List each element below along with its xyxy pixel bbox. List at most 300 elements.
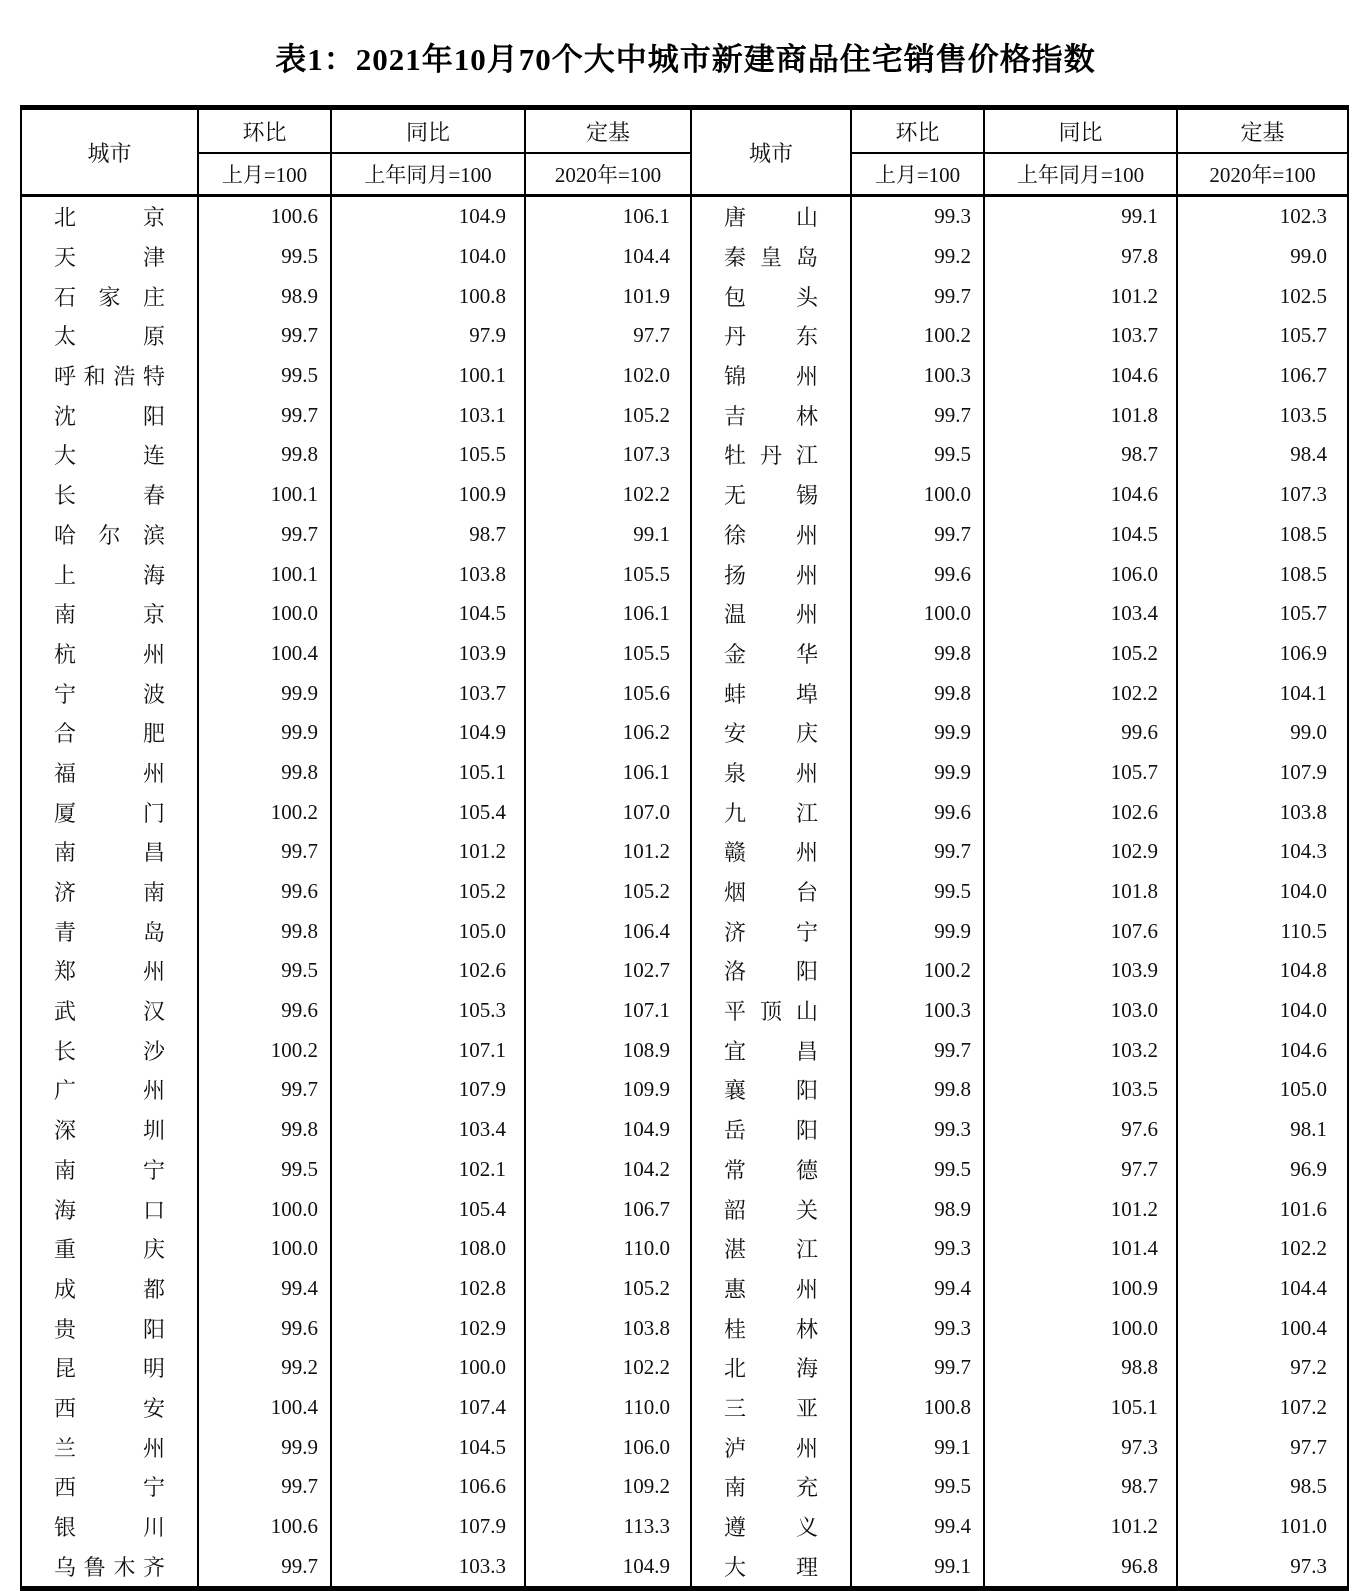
value-cell: 105.5 xyxy=(525,554,691,594)
value-cell: 107.2 xyxy=(1177,1388,1348,1428)
city-cell: 银川 xyxy=(21,1507,198,1547)
value-cell: 99.9 xyxy=(198,713,331,753)
value-cell: 104.0 xyxy=(1177,991,1348,1031)
value-cell: 100.1 xyxy=(331,356,525,396)
value-cell: 102.5 xyxy=(1177,276,1348,316)
value-cell: 99.0 xyxy=(1177,713,1348,753)
value-cell: 107.1 xyxy=(331,1030,525,1070)
value-cell: 97.3 xyxy=(984,1427,1177,1467)
value-cell: 98.9 xyxy=(851,1189,984,1229)
value-cell: 99.9 xyxy=(198,1427,331,1467)
city-cell: 北海 xyxy=(691,1348,851,1388)
value-cell: 99.7 xyxy=(198,515,331,555)
value-cell: 99.7 xyxy=(198,1546,331,1588)
city-cell: 上海 xyxy=(21,554,198,594)
value-cell: 101.2 xyxy=(984,1507,1177,1547)
city-cell: 大理 xyxy=(691,1546,851,1588)
value-cell: 100.8 xyxy=(851,1388,984,1428)
city-cell: 贵阳 xyxy=(21,1308,198,1348)
price-index-table xyxy=(20,105,1349,1591)
value-cell: 105.0 xyxy=(1177,1070,1348,1110)
table-row xyxy=(21,1467,1348,1507)
value-cell: 99.9 xyxy=(851,713,984,753)
table-row xyxy=(21,316,1348,356)
header-row-groups xyxy=(21,108,1348,154)
city-cell: 无锡 xyxy=(691,475,851,515)
value-cell: 100.0 xyxy=(331,1348,525,1388)
value-cell: 99.7 xyxy=(851,832,984,872)
value-cell: 104.8 xyxy=(1177,951,1348,991)
table-row xyxy=(21,832,1348,872)
city-cell: 金华 xyxy=(691,634,851,674)
value-cell: 98.8 xyxy=(984,1348,1177,1388)
table-row xyxy=(21,1308,1348,1348)
value-cell: 103.2 xyxy=(984,1030,1177,1070)
table-row xyxy=(21,634,1348,674)
value-cell: 105.7 xyxy=(1177,594,1348,634)
subheader-yoy-right: 上年同月=100 xyxy=(984,153,1177,196)
city-cell: 徐州 xyxy=(691,515,851,555)
city-cell: 南京 xyxy=(21,594,198,634)
value-cell: 99.3 xyxy=(851,1308,984,1348)
header-mom-left: 环比 xyxy=(198,108,331,154)
value-cell: 100.0 xyxy=(198,1229,331,1269)
table-row xyxy=(21,435,1348,475)
value-cell: 104.6 xyxy=(984,475,1177,515)
city-cell: 泸州 xyxy=(691,1427,851,1467)
value-cell: 98.7 xyxy=(984,1467,1177,1507)
value-cell: 99.8 xyxy=(851,673,984,713)
value-cell: 100.2 xyxy=(198,792,331,832)
value-cell: 97.3 xyxy=(1177,1546,1348,1588)
value-cell: 100.6 xyxy=(198,196,331,237)
value-cell: 99.5 xyxy=(198,951,331,991)
value-cell: 99.4 xyxy=(851,1269,984,1309)
table-row xyxy=(21,872,1348,912)
table-row xyxy=(21,475,1348,515)
value-cell: 105.7 xyxy=(984,753,1177,793)
value-cell: 107.9 xyxy=(331,1507,525,1547)
value-cell: 104.5 xyxy=(331,1427,525,1467)
value-cell: 102.9 xyxy=(331,1308,525,1348)
header-base-right: 定基 xyxy=(1177,108,1348,154)
value-cell: 100.9 xyxy=(984,1269,1177,1309)
value-cell: 99.5 xyxy=(198,237,331,277)
value-cell: 105.5 xyxy=(525,634,691,674)
value-cell: 100.4 xyxy=(198,634,331,674)
value-cell: 105.2 xyxy=(525,395,691,435)
city-cell: 扬州 xyxy=(691,554,851,594)
value-cell: 108.5 xyxy=(1177,515,1348,555)
value-cell: 103.8 xyxy=(331,554,525,594)
header-row-subs xyxy=(21,153,1348,196)
city-cell: 烟台 xyxy=(691,872,851,912)
value-cell: 100.1 xyxy=(198,475,331,515)
value-cell: 99.6 xyxy=(198,872,331,912)
city-cell: 吉林 xyxy=(691,395,851,435)
value-cell: 106.6 xyxy=(331,1467,525,1507)
value-cell: 102.0 xyxy=(525,356,691,396)
value-cell: 99.7 xyxy=(851,276,984,316)
city-cell: 唐山 xyxy=(691,196,851,237)
value-cell: 101.8 xyxy=(984,395,1177,435)
value-cell: 106.2 xyxy=(525,713,691,753)
value-cell: 97.9 xyxy=(331,316,525,356)
value-cell: 101.2 xyxy=(525,832,691,872)
value-cell: 101.2 xyxy=(984,276,1177,316)
value-cell: 97.2 xyxy=(1177,1348,1348,1388)
table-row xyxy=(21,911,1348,951)
city-cell: 武汉 xyxy=(21,991,198,1031)
table-row xyxy=(21,1507,1348,1547)
value-cell: 109.2 xyxy=(525,1467,691,1507)
table-row xyxy=(21,1388,1348,1428)
city-cell: 泉州 xyxy=(691,753,851,793)
table-row xyxy=(21,951,1348,991)
value-cell: 106.4 xyxy=(525,911,691,951)
subheader-base-left: 2020年=100 xyxy=(525,153,691,196)
value-cell: 99.9 xyxy=(198,673,331,713)
subheader-mom-right: 上月=100 xyxy=(851,153,984,196)
city-cell: 太原 xyxy=(21,316,198,356)
value-cell: 102.2 xyxy=(525,1348,691,1388)
city-cell: 济南 xyxy=(21,872,198,912)
value-cell: 97.8 xyxy=(984,237,1177,277)
value-cell: 102.9 xyxy=(984,832,1177,872)
table-row xyxy=(21,1269,1348,1309)
table-row xyxy=(21,1150,1348,1190)
value-cell: 102.7 xyxy=(525,951,691,991)
value-cell: 97.7 xyxy=(1177,1427,1348,1467)
city-cell: 呼和浩特 xyxy=(21,356,198,396)
city-cell: 厦门 xyxy=(21,792,198,832)
table-row xyxy=(21,1427,1348,1467)
subheader-base-right: 2020年=100 xyxy=(1177,153,1348,196)
subheader-mom-left: 上月=100 xyxy=(198,153,331,196)
city-cell: 福州 xyxy=(21,753,198,793)
city-cell: 合肥 xyxy=(21,713,198,753)
value-cell: 105.6 xyxy=(525,673,691,713)
value-cell: 99.5 xyxy=(851,1467,984,1507)
value-cell: 104.9 xyxy=(331,196,525,237)
value-cell: 103.1 xyxy=(331,395,525,435)
table-row xyxy=(21,713,1348,753)
value-cell: 108.5 xyxy=(1177,554,1348,594)
value-cell: 100.8 xyxy=(331,276,525,316)
value-cell: 108.9 xyxy=(525,1030,691,1070)
value-cell: 105.2 xyxy=(525,1269,691,1309)
value-cell: 96.8 xyxy=(984,1546,1177,1588)
city-cell: 大连 xyxy=(21,435,198,475)
value-cell: 99.7 xyxy=(851,1348,984,1388)
value-cell: 100.9 xyxy=(331,475,525,515)
value-cell: 99.9 xyxy=(851,753,984,793)
value-cell: 100.3 xyxy=(851,356,984,396)
value-cell: 101.6 xyxy=(1177,1189,1348,1229)
value-cell: 106.0 xyxy=(525,1427,691,1467)
value-cell: 101.0 xyxy=(1177,1507,1348,1547)
value-cell: 100.3 xyxy=(851,991,984,1031)
city-cell: 哈尔滨 xyxy=(21,515,198,555)
value-cell: 99.7 xyxy=(198,1070,331,1110)
value-cell: 107.0 xyxy=(525,792,691,832)
value-cell: 106.7 xyxy=(1177,356,1348,396)
value-cell: 113.3 xyxy=(525,1507,691,1547)
value-cell: 99.2 xyxy=(198,1348,331,1388)
value-cell: 99.5 xyxy=(851,435,984,475)
value-cell: 101.8 xyxy=(984,872,1177,912)
table-row xyxy=(21,554,1348,594)
city-cell: 天津 xyxy=(21,237,198,277)
value-cell: 105.5 xyxy=(331,435,525,475)
value-cell: 105.0 xyxy=(331,911,525,951)
value-cell: 99.8 xyxy=(198,435,331,475)
header-yoy-right: 同比 xyxy=(984,108,1177,154)
table-row xyxy=(21,1229,1348,1269)
city-cell: 长春 xyxy=(21,475,198,515)
value-cell: 99.1 xyxy=(984,196,1177,237)
value-cell: 99.7 xyxy=(198,832,331,872)
value-cell: 99.3 xyxy=(851,1110,984,1150)
value-cell: 99.3 xyxy=(851,1229,984,1269)
value-cell: 99.4 xyxy=(851,1507,984,1547)
city-cell: 杭州 xyxy=(21,634,198,674)
value-cell: 99.5 xyxy=(198,1150,331,1190)
value-cell: 104.5 xyxy=(984,515,1177,555)
value-cell: 101.4 xyxy=(984,1229,1177,1269)
value-cell: 104.6 xyxy=(984,356,1177,396)
value-cell: 99.6 xyxy=(198,991,331,1031)
value-cell: 107.6 xyxy=(984,911,1177,951)
table-row xyxy=(21,196,1348,237)
value-cell: 104.5 xyxy=(331,594,525,634)
value-cell: 99.2 xyxy=(851,237,984,277)
value-cell: 104.0 xyxy=(331,237,525,277)
city-cell: 安庆 xyxy=(691,713,851,753)
table-row xyxy=(21,594,1348,634)
value-cell: 106.1 xyxy=(525,753,691,793)
value-cell: 104.0 xyxy=(1177,872,1348,912)
value-cell: 101.2 xyxy=(984,1189,1177,1229)
value-cell: 99.1 xyxy=(851,1427,984,1467)
city-cell: 赣州 xyxy=(691,832,851,872)
city-cell: 牡丹江 xyxy=(691,435,851,475)
value-cell: 107.3 xyxy=(525,435,691,475)
value-cell: 104.9 xyxy=(525,1110,691,1150)
value-cell: 102.8 xyxy=(331,1269,525,1309)
value-cell: 100.2 xyxy=(851,951,984,991)
city-cell: 沈阳 xyxy=(21,395,198,435)
value-cell: 100.0 xyxy=(851,594,984,634)
value-cell: 98.1 xyxy=(1177,1110,1348,1150)
value-cell: 103.9 xyxy=(331,634,525,674)
city-cell: 韶关 xyxy=(691,1189,851,1229)
value-cell: 99.0 xyxy=(1177,237,1348,277)
value-cell: 101.9 xyxy=(525,276,691,316)
value-cell: 103.8 xyxy=(525,1308,691,1348)
value-cell: 105.7 xyxy=(1177,316,1348,356)
value-cell: 100.2 xyxy=(851,316,984,356)
value-cell: 98.4 xyxy=(1177,435,1348,475)
city-cell: 湛江 xyxy=(691,1229,851,1269)
value-cell: 99.5 xyxy=(198,356,331,396)
city-cell: 蚌埠 xyxy=(691,673,851,713)
value-cell: 99.7 xyxy=(198,395,331,435)
city-cell: 北京 xyxy=(21,196,198,237)
value-cell: 102.2 xyxy=(984,673,1177,713)
value-cell: 106.9 xyxy=(1177,634,1348,674)
value-cell: 100.4 xyxy=(198,1388,331,1428)
value-cell: 99.8 xyxy=(198,911,331,951)
value-cell: 108.0 xyxy=(331,1229,525,1269)
value-cell: 104.9 xyxy=(525,1546,691,1588)
value-cell: 104.4 xyxy=(1177,1269,1348,1309)
value-cell: 105.1 xyxy=(331,753,525,793)
city-cell: 包头 xyxy=(691,276,851,316)
value-cell: 99.7 xyxy=(851,515,984,555)
table-row xyxy=(21,991,1348,1031)
value-cell: 104.4 xyxy=(525,237,691,277)
value-cell: 98.5 xyxy=(1177,1467,1348,1507)
city-cell: 锦州 xyxy=(691,356,851,396)
value-cell: 99.6 xyxy=(984,713,1177,753)
value-cell: 106.1 xyxy=(525,594,691,634)
value-cell: 99.8 xyxy=(851,1070,984,1110)
value-cell: 100.6 xyxy=(198,1507,331,1547)
value-cell: 105.1 xyxy=(984,1388,1177,1428)
value-cell: 102.3 xyxy=(1177,196,1348,237)
table-row xyxy=(21,395,1348,435)
value-cell: 103.3 xyxy=(331,1546,525,1588)
value-cell: 100.0 xyxy=(851,475,984,515)
value-cell: 103.4 xyxy=(984,594,1177,634)
header-mom-right: 环比 xyxy=(851,108,984,154)
header-yoy-left: 同比 xyxy=(331,108,525,154)
table-row xyxy=(21,356,1348,396)
header-city-left: 城市 xyxy=(21,108,198,196)
city-cell: 长沙 xyxy=(21,1030,198,1070)
value-cell: 99.6 xyxy=(198,1308,331,1348)
table-row xyxy=(21,1030,1348,1070)
value-cell: 110.0 xyxy=(525,1229,691,1269)
value-cell: 105.2 xyxy=(525,872,691,912)
city-cell: 九江 xyxy=(691,792,851,832)
value-cell: 100.4 xyxy=(1177,1308,1348,1348)
value-cell: 99.8 xyxy=(198,1110,331,1150)
value-cell: 107.9 xyxy=(1177,753,1348,793)
value-cell: 104.9 xyxy=(331,713,525,753)
value-cell: 99.1 xyxy=(851,1546,984,1588)
value-cell: 100.2 xyxy=(198,1030,331,1070)
city-cell: 郑州 xyxy=(21,951,198,991)
value-cell: 106.1 xyxy=(525,196,691,237)
city-cell: 西宁 xyxy=(21,1467,198,1507)
city-cell: 昆明 xyxy=(21,1348,198,1388)
value-cell: 109.9 xyxy=(525,1070,691,1110)
city-cell: 石家庄 xyxy=(21,276,198,316)
city-cell: 深圳 xyxy=(21,1110,198,1150)
value-cell: 99.5 xyxy=(851,872,984,912)
city-cell: 岳阳 xyxy=(691,1110,851,1150)
value-cell: 107.9 xyxy=(331,1070,525,1110)
value-cell: 98.7 xyxy=(984,435,1177,475)
value-cell: 99.1 xyxy=(525,515,691,555)
city-cell: 宁波 xyxy=(21,673,198,713)
value-cell: 103.4 xyxy=(331,1110,525,1150)
city-cell: 南充 xyxy=(691,1467,851,1507)
table-row xyxy=(21,1070,1348,1110)
city-cell: 三亚 xyxy=(691,1388,851,1428)
city-cell: 惠州 xyxy=(691,1269,851,1309)
value-cell: 100.0 xyxy=(198,1189,331,1229)
value-cell: 107.3 xyxy=(1177,475,1348,515)
value-cell: 99.3 xyxy=(851,196,984,237)
value-cell: 99.7 xyxy=(851,395,984,435)
value-cell: 99.4 xyxy=(198,1269,331,1309)
value-cell: 103.5 xyxy=(984,1070,1177,1110)
table-row xyxy=(21,1110,1348,1150)
value-cell: 99.9 xyxy=(851,911,984,951)
value-cell: 105.4 xyxy=(331,1189,525,1229)
city-cell: 丹东 xyxy=(691,316,851,356)
value-cell: 99.5 xyxy=(851,1150,984,1190)
value-cell: 105.2 xyxy=(331,872,525,912)
value-cell: 99.8 xyxy=(198,753,331,793)
value-cell: 99.7 xyxy=(851,1030,984,1070)
value-cell: 97.6 xyxy=(984,1110,1177,1150)
value-cell: 105.2 xyxy=(984,634,1177,674)
city-cell: 海口 xyxy=(21,1189,198,1229)
value-cell: 104.2 xyxy=(525,1150,691,1190)
value-cell: 98.9 xyxy=(198,276,331,316)
table-body xyxy=(21,196,1348,1589)
table-row xyxy=(21,237,1348,277)
value-cell: 106.7 xyxy=(525,1189,691,1229)
table-row xyxy=(21,276,1348,316)
value-cell: 103.8 xyxy=(1177,792,1348,832)
city-cell: 南宁 xyxy=(21,1150,198,1190)
city-cell: 济宁 xyxy=(691,911,851,951)
subheader-yoy-left: 上年同月=100 xyxy=(331,153,525,196)
city-cell: 常德 xyxy=(691,1150,851,1190)
value-cell: 104.6 xyxy=(1177,1030,1348,1070)
value-cell: 107.1 xyxy=(525,991,691,1031)
value-cell: 110.0 xyxy=(525,1388,691,1428)
value-cell: 102.2 xyxy=(1177,1229,1348,1269)
table-row xyxy=(21,673,1348,713)
value-cell: 99.8 xyxy=(851,634,984,674)
value-cell: 97.7 xyxy=(984,1150,1177,1190)
header-base-left: 定基 xyxy=(525,108,691,154)
value-cell: 107.4 xyxy=(331,1388,525,1428)
value-cell: 99.6 xyxy=(851,792,984,832)
value-cell: 96.9 xyxy=(1177,1150,1348,1190)
page-title: 表1：2021年10月70个大中城市新建商品住宅销售价格指数 xyxy=(275,42,1096,77)
value-cell: 103.5 xyxy=(1177,395,1348,435)
value-cell: 99.7 xyxy=(198,316,331,356)
value-cell: 103.0 xyxy=(984,991,1177,1031)
value-cell: 102.1 xyxy=(331,1150,525,1190)
value-cell: 104.3 xyxy=(1177,832,1348,872)
city-cell: 遵义 xyxy=(691,1507,851,1547)
value-cell: 105.3 xyxy=(331,991,525,1031)
table-header xyxy=(21,108,1348,196)
table-row xyxy=(21,1189,1348,1229)
value-cell: 102.2 xyxy=(525,475,691,515)
city-cell: 成都 xyxy=(21,1269,198,1309)
value-cell: 103.7 xyxy=(984,316,1177,356)
city-cell: 南昌 xyxy=(21,832,198,872)
